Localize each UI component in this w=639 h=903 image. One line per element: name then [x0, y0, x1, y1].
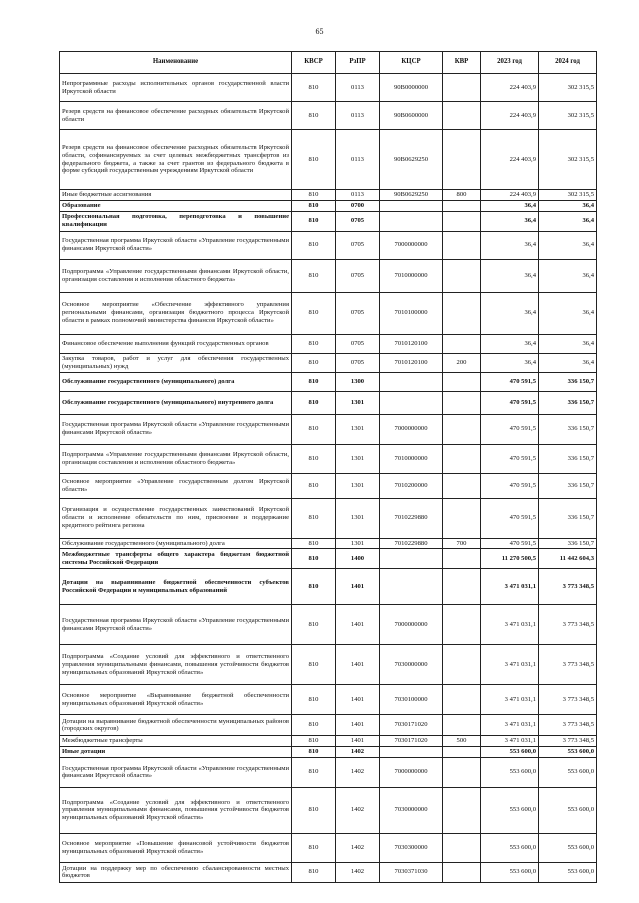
row-kvr [443, 130, 481, 190]
row-kcsr: 90В0600000 [380, 102, 443, 130]
row-value-2024: 302 315,5 [539, 74, 597, 102]
row-kvr [443, 757, 481, 787]
row-value-2024: 336 150,7 [539, 538, 597, 549]
row-kvr [443, 605, 481, 645]
table-row [60, 569, 597, 605]
row-kcsr: 7010120100 [380, 334, 443, 353]
row-kvr [443, 473, 481, 498]
row-kvsr: 810 [292, 292, 336, 334]
row-value-2023: 224 403,9 [481, 102, 539, 130]
row-kcsr [380, 569, 443, 605]
row-name: Межбюджетные трансферты общего характера бюджетам бюджетной системы Российской Федерации [60, 549, 292, 569]
row-kvr [443, 102, 481, 130]
row-value-2023: 470 591,5 [481, 498, 539, 538]
row-value-2023: 3 471 031,1 [481, 605, 539, 645]
row-name: Государственная программа Иркутской области «Управление государственными финансами Иркутской области» [60, 757, 292, 787]
row-name: Государственная программа Иркутской области «Управление государственными финансами Иркутской области» [60, 414, 292, 444]
table-row [60, 862, 597, 882]
row-value-2024: 336 150,7 [539, 414, 597, 444]
row-value-2023: 470 591,5 [481, 444, 539, 473]
row-value-2023: 36,4 [481, 211, 539, 231]
row-value-2023: 470 591,5 [481, 391, 539, 414]
row-rzpr: 0705 [336, 211, 380, 231]
row-rzpr: 1400 [336, 549, 380, 569]
table-row [60, 102, 597, 130]
row-value-2023: 553 600,0 [481, 757, 539, 787]
table-row [60, 259, 597, 292]
table-row [60, 231, 597, 259]
row-value-2024: 36,4 [539, 353, 597, 372]
row-value-2023: 3 471 031,1 [481, 736, 539, 747]
row-rzpr: 1301 [336, 498, 380, 538]
row-kvr [443, 862, 481, 882]
row-value-2023: 553 600,0 [481, 787, 539, 833]
row-name: Резерв средств на финансовое обеспечение расходных обязательств Иркутской области [60, 102, 292, 130]
table-row [60, 473, 597, 498]
row-kvsr: 810 [292, 190, 336, 201]
row-name: Профессиональная подготовка, переподготовка и повышение квалификации [60, 211, 292, 231]
row-kvsr: 810 [292, 645, 336, 685]
row-kcsr: 7030000000 [380, 787, 443, 833]
row-kvr [443, 787, 481, 833]
row-value-2024: 3 773 348,5 [539, 569, 597, 605]
row-value-2023: 553 600,0 [481, 862, 539, 882]
row-kcsr: 7030171020 [380, 736, 443, 747]
row-kvr [443, 414, 481, 444]
table-row [60, 200, 597, 211]
row-value-2023: 224 403,9 [481, 74, 539, 102]
row-name: Подпрограмма «Управление государственными финансами Иркутской области, организация составления и исполнения областного бюджета» [60, 444, 292, 473]
row-kvsr: 810 [292, 549, 336, 569]
row-value-2024: 336 150,7 [539, 498, 597, 538]
row-name: Государственная программа Иркутской области «Управление государственными финансами Иркутской области» [60, 231, 292, 259]
row-rzpr: 0700 [336, 200, 380, 211]
row-kvr [443, 685, 481, 715]
row-kvsr: 810 [292, 715, 336, 736]
row-value-2024: 302 315,5 [539, 130, 597, 190]
row-value-2024: 302 315,5 [539, 190, 597, 201]
row-kvsr: 810 [292, 372, 336, 391]
row-value-2023: 3 471 031,1 [481, 715, 539, 736]
row-kcsr: 7030000000 [380, 645, 443, 685]
table-header-row [60, 52, 597, 74]
row-rzpr: 0705 [336, 353, 380, 372]
row-value-2024: 36,4 [539, 200, 597, 211]
row-name: Обслуживание государственного (муниципального) внутреннего долга [60, 391, 292, 414]
table-row [60, 833, 597, 862]
row-kvr [443, 74, 481, 102]
row-kcsr: 7010229880 [380, 538, 443, 549]
row-kcsr: 7010000000 [380, 444, 443, 473]
row-value-2023: 36,4 [481, 334, 539, 353]
row-kvsr: 810 [292, 736, 336, 747]
row-value-2024: 302 315,5 [539, 102, 597, 130]
row-value-2023: 553 600,0 [481, 833, 539, 862]
row-value-2023: 11 270 500,5 [481, 549, 539, 569]
row-rzpr: 1301 [336, 473, 380, 498]
row-kcsr: 7030371030 [380, 862, 443, 882]
row-kvsr: 810 [292, 130, 336, 190]
row-kvsr: 810 [292, 685, 336, 715]
row-name: Иные дотации [60, 747, 292, 758]
row-value-2023: 470 591,5 [481, 372, 539, 391]
row-value-2024: 336 150,7 [539, 473, 597, 498]
row-value-2024: 3 773 348,5 [539, 645, 597, 685]
row-kvr [443, 833, 481, 862]
row-kvsr: 810 [292, 538, 336, 549]
row-value-2024: 3 773 348,5 [539, 605, 597, 645]
row-rzpr: 1401 [336, 569, 380, 605]
row-kcsr [380, 549, 443, 569]
row-kvr [443, 444, 481, 473]
row-rzpr: 1402 [336, 862, 380, 882]
header-kvsr: КВСР [292, 52, 336, 74]
table-row [60, 736, 597, 747]
row-kvsr: 810 [292, 259, 336, 292]
row-kvr [443, 747, 481, 758]
budget-table [59, 51, 597, 883]
row-kvr: 800 [443, 190, 481, 201]
table-row [60, 605, 597, 645]
row-value-2024: 36,4 [539, 292, 597, 334]
header-2023: 2023 год [481, 52, 539, 74]
row-kcsr: 7030100000 [380, 685, 443, 715]
row-kcsr: 90В0000000 [380, 74, 443, 102]
row-kvr [443, 292, 481, 334]
row-name: Основное мероприятие «Повышение финансовой устойчивости бюджетов муниципальных образований Иркутской области» [60, 833, 292, 862]
row-kvsr: 810 [292, 102, 336, 130]
row-kvr [443, 259, 481, 292]
table-row [60, 292, 597, 334]
row-name: Обслуживание государственного (муниципального) долга [60, 372, 292, 391]
table-row [60, 787, 597, 833]
row-rzpr: 0705 [336, 334, 380, 353]
row-value-2024: 336 150,7 [539, 372, 597, 391]
row-rzpr: 0113 [336, 74, 380, 102]
row-name: Подпрограмма «Создание условий для эффективного и ответственного управления муниципальными финансами, повышения устойчивости бюджетов муниципальных образований Иркутской области» [60, 787, 292, 833]
row-kvr [443, 372, 481, 391]
row-rzpr: 1402 [336, 833, 380, 862]
row-name: Непрограммные расходы исполнительных органов государственной власти Иркутской области [60, 74, 292, 102]
row-rzpr: 1401 [336, 645, 380, 685]
row-name: Основное мероприятие «Обеспечение эффективного управления региональными финансами, организация бюджетного процесса Иркутской области в рамках полномочий министерства финансов Иркутской области» [60, 292, 292, 334]
row-value-2024: 553 600,0 [539, 747, 597, 758]
row-kvsr: 810 [292, 787, 336, 833]
table-row [60, 645, 597, 685]
row-value-2024: 336 150,7 [539, 391, 597, 414]
table-row [60, 498, 597, 538]
table-row [60, 211, 597, 231]
table-row [60, 74, 597, 102]
header-name: Наименование [60, 52, 292, 74]
row-value-2023: 36,4 [481, 292, 539, 334]
table-row [60, 549, 597, 569]
header-kcsr: КЦСР [380, 52, 443, 74]
row-rzpr: 1401 [336, 736, 380, 747]
table-row [60, 372, 597, 391]
row-kvr [443, 334, 481, 353]
row-kcsr [380, 391, 443, 414]
row-value-2023: 3 471 031,1 [481, 685, 539, 715]
row-name: Межбюджетные трансферты [60, 736, 292, 747]
row-kcsr [380, 200, 443, 211]
row-value-2023: 36,4 [481, 353, 539, 372]
row-kcsr: 7030300000 [380, 833, 443, 862]
row-kcsr: 90В0629250 [380, 190, 443, 201]
row-kvsr: 810 [292, 473, 336, 498]
row-name: Образование [60, 200, 292, 211]
row-value-2023: 470 591,5 [481, 414, 539, 444]
header-2024: 2024 год [539, 52, 597, 74]
row-kvr [443, 231, 481, 259]
row-kvsr: 810 [292, 200, 336, 211]
row-value-2024: 553 600,0 [539, 833, 597, 862]
row-value-2024: 36,4 [539, 259, 597, 292]
table-row [60, 444, 597, 473]
row-kvsr: 810 [292, 862, 336, 882]
row-kvsr: 810 [292, 605, 336, 645]
row-rzpr: 1301 [336, 444, 380, 473]
row-kvsr: 810 [292, 569, 336, 605]
row-value-2023: 470 591,5 [481, 473, 539, 498]
row-kcsr: 7010120100 [380, 353, 443, 372]
page-number: 65 [315, 27, 324, 36]
row-value-2024: 3 773 348,5 [539, 715, 597, 736]
row-value-2024: 553 600,0 [539, 757, 597, 787]
row-value-2024: 336 150,7 [539, 444, 597, 473]
row-kcsr: 7000000000 [380, 605, 443, 645]
row-rzpr: 1301 [336, 391, 380, 414]
row-value-2023: 36,4 [481, 200, 539, 211]
row-kcsr [380, 211, 443, 231]
row-kvr [443, 715, 481, 736]
table-row [60, 353, 597, 372]
row-kvsr: 810 [292, 353, 336, 372]
row-kvr: 500 [443, 736, 481, 747]
table-row [60, 685, 597, 715]
row-rzpr: 1401 [336, 685, 380, 715]
row-kvr [443, 549, 481, 569]
table-row [60, 190, 597, 201]
header-kvr: КВР [443, 52, 481, 74]
row-kcsr: 90В0629250 [380, 130, 443, 190]
row-kcsr [380, 747, 443, 758]
row-kcsr: 7000000000 [380, 231, 443, 259]
row-rzpr: 1401 [336, 715, 380, 736]
row-kcsr: 7010000000 [380, 259, 443, 292]
row-name: Резерв средств на финансовое обеспечение расходных обязательств Иркутской области, софинансируемых за счет целевых межбюджетных трансфертов из федерального бюджета, а также за счет грантов из федерального бюджета в форме субсидий государственным учреждениям Иркутской области [60, 130, 292, 190]
row-value-2024: 11 442 604,3 [539, 549, 597, 569]
row-kvsr: 810 [292, 498, 336, 538]
row-value-2024: 553 600,0 [539, 862, 597, 882]
row-name: Подпрограмма «Создание условий для эффективного и ответственного управления муниципальными финансами, повышения устойчивости бюджетов муниципальных образований Иркутской области» [60, 645, 292, 685]
row-rzpr: 0113 [336, 190, 380, 201]
table-row [60, 130, 597, 190]
row-value-2023: 553 600,0 [481, 747, 539, 758]
row-value-2023: 470 591,5 [481, 538, 539, 549]
row-value-2024: 553 600,0 [539, 787, 597, 833]
table-row [60, 334, 597, 353]
row-kvsr: 810 [292, 414, 336, 444]
row-kvr [443, 498, 481, 538]
row-kcsr: 7010200000 [380, 473, 443, 498]
row-rzpr: 1401 [336, 605, 380, 645]
row-rzpr: 1301 [336, 414, 380, 444]
row-value-2023: 224 403,9 [481, 190, 539, 201]
row-kvr [443, 391, 481, 414]
header-rzpr: РзПР [336, 52, 380, 74]
row-kvr [443, 211, 481, 231]
row-name: Иные бюджетные ассигнования [60, 190, 292, 201]
row-rzpr: 0705 [336, 259, 380, 292]
row-value-2023: 224 403,9 [481, 130, 539, 190]
row-name: Основное мероприятие «Выравнивание бюджетной обеспеченности муниципальных образований Иркутской области» [60, 685, 292, 715]
row-kvsr: 810 [292, 747, 336, 758]
row-kvsr: 810 [292, 231, 336, 259]
row-kvsr: 810 [292, 211, 336, 231]
row-rzpr: 1301 [336, 538, 380, 549]
row-name: Закупка товаров, работ и услуг для обеспечения государственных (муниципальных) нужд [60, 353, 292, 372]
row-name: Основное мероприятие «Управление государственным долгом Иркутской области» [60, 473, 292, 498]
row-value-2024: 3 773 348,5 [539, 736, 597, 747]
row-kvsr: 810 [292, 757, 336, 787]
row-rzpr: 0113 [336, 130, 380, 190]
row-kvsr: 810 [292, 833, 336, 862]
row-kvr [443, 645, 481, 685]
row-kvr [443, 200, 481, 211]
row-rzpr: 1402 [336, 757, 380, 787]
row-rzpr: 1402 [336, 747, 380, 758]
row-kvr: 700 [443, 538, 481, 549]
row-kvsr: 810 [292, 334, 336, 353]
row-value-2024: 36,4 [539, 231, 597, 259]
table-row [60, 757, 597, 787]
row-rzpr: 1402 [336, 787, 380, 833]
row-name: Финансовое обеспечение выполнения функций государственных органов [60, 334, 292, 353]
row-name: Дотации на выравнивание бюджетной обеспеченности муниципальных районов (городских округов) [60, 715, 292, 736]
row-kvr: 200 [443, 353, 481, 372]
row-rzpr: 0705 [336, 292, 380, 334]
row-rzpr: 0705 [336, 231, 380, 259]
row-value-2023: 3 471 031,1 [481, 569, 539, 605]
row-value-2024: 36,4 [539, 334, 597, 353]
table-row [60, 391, 597, 414]
row-value-2023: 3 471 031,1 [481, 645, 539, 685]
row-rzpr: 1300 [336, 372, 380, 391]
table-row [60, 414, 597, 444]
row-name: Государственная программа Иркутской области «Управление государственными финансами Иркутской области» [60, 605, 292, 645]
row-kcsr [380, 372, 443, 391]
row-kcsr: 7010229880 [380, 498, 443, 538]
row-kcsr: 7000000000 [380, 757, 443, 787]
row-kvsr: 810 [292, 444, 336, 473]
table-body [60, 74, 597, 883]
table-row [60, 715, 597, 736]
row-kvsr: 810 [292, 391, 336, 414]
row-kvsr: 810 [292, 74, 336, 102]
row-value-2023: 36,4 [481, 259, 539, 292]
row-value-2024: 36,4 [539, 211, 597, 231]
row-rzpr: 0113 [336, 102, 380, 130]
row-name: Обслуживание государственного (муниципального) долга [60, 538, 292, 549]
row-name: Дотации на поддержку мер по обеспечению сбалансированности местных бюджетов [60, 862, 292, 882]
row-kcsr: 7030171020 [380, 715, 443, 736]
row-name: Организация и осуществление государственных заимствований Иркутской области и исполнение обязательств по ним, присвоение и поддержание кредитного рейтинга региона [60, 498, 292, 538]
row-name: Подпрограмма «Управление государственными финансами Иркутской области, организация составления и исполнения областного бюджета» [60, 259, 292, 292]
row-kcsr: 7010100000 [380, 292, 443, 334]
row-name: Дотации на выравнивание бюджетной обеспеченности субъектов Российской Федерации и муниципальных образований [60, 569, 292, 605]
row-kcsr: 7000000000 [380, 414, 443, 444]
row-value-2023: 36,4 [481, 231, 539, 259]
row-kvr [443, 569, 481, 605]
table-row [60, 538, 597, 549]
row-value-2024: 3 773 348,5 [539, 685, 597, 715]
table-row [60, 747, 597, 758]
